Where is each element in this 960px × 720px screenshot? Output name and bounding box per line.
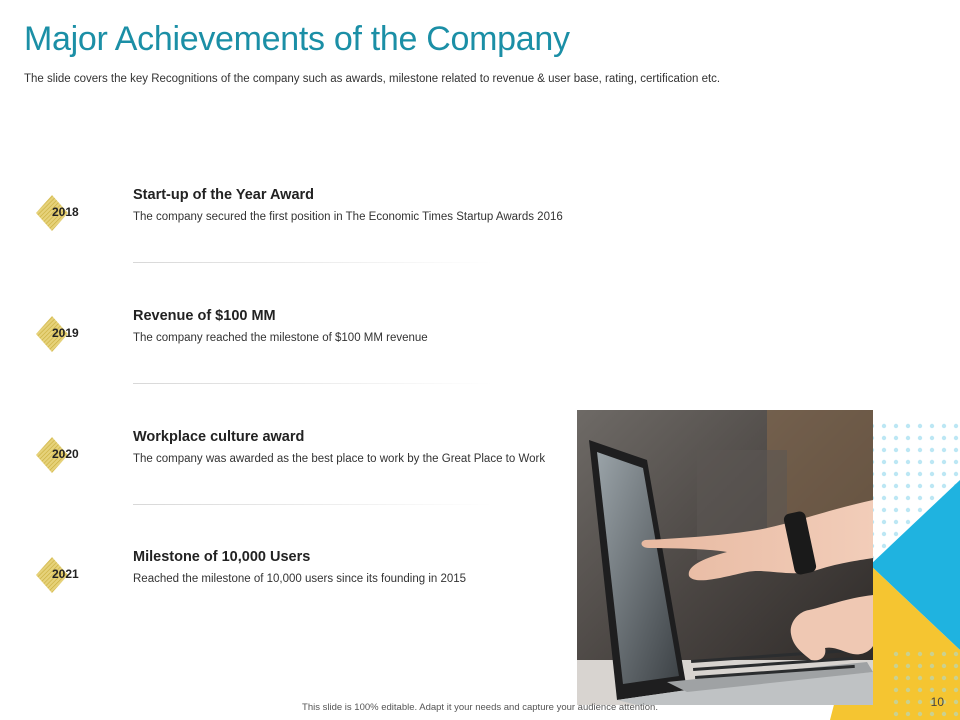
year-label: 2019	[52, 326, 79, 340]
year-badge	[36, 316, 100, 352]
achievement-description: The company reached the milestone of $100 MM revenue	[133, 332, 428, 344]
achievement-title: Workplace culture award	[133, 429, 305, 445]
achievement-item	[0, 187, 960, 315]
achievement-description: The company secured the first position in The Economic Times Startup Awards 2016	[133, 211, 563, 223]
divider	[133, 262, 493, 263]
achievement-description: The company was awarded as the best place to work by the Great Place to Work	[133, 453, 546, 465]
divider	[133, 504, 493, 505]
achievement-title: Start-up of the Year Award	[133, 187, 315, 203]
year-label: 2021	[52, 567, 79, 581]
achievement-title: Milestone of 10,000 Users	[133, 549, 311, 565]
divider	[133, 383, 493, 384]
achievement-description: Reached the milestone of 10,000 users since its founding in 2015	[133, 573, 467, 585]
page-number: 10	[930, 695, 944, 709]
achievement-title: Revenue of $100 MM	[133, 308, 276, 324]
laptop-photo	[577, 410, 873, 705]
year-badge	[36, 557, 100, 593]
year-label: 2020	[52, 447, 79, 461]
year-badge	[36, 195, 100, 231]
year-badge	[36, 437, 100, 473]
footer-note: This slide is 100% editable. Adapt it your needs and capture your audience attention.	[302, 702, 658, 713]
year-label: 2018	[52, 205, 79, 219]
laptop-hands-image	[577, 410, 873, 705]
slide-subtitle: The slide covers the key Recognitions of the company such as awards, milestone related to revenue & user base, rating, certification etc.	[24, 73, 721, 85]
slide-title: Major Achievements of the Company	[24, 20, 570, 58]
